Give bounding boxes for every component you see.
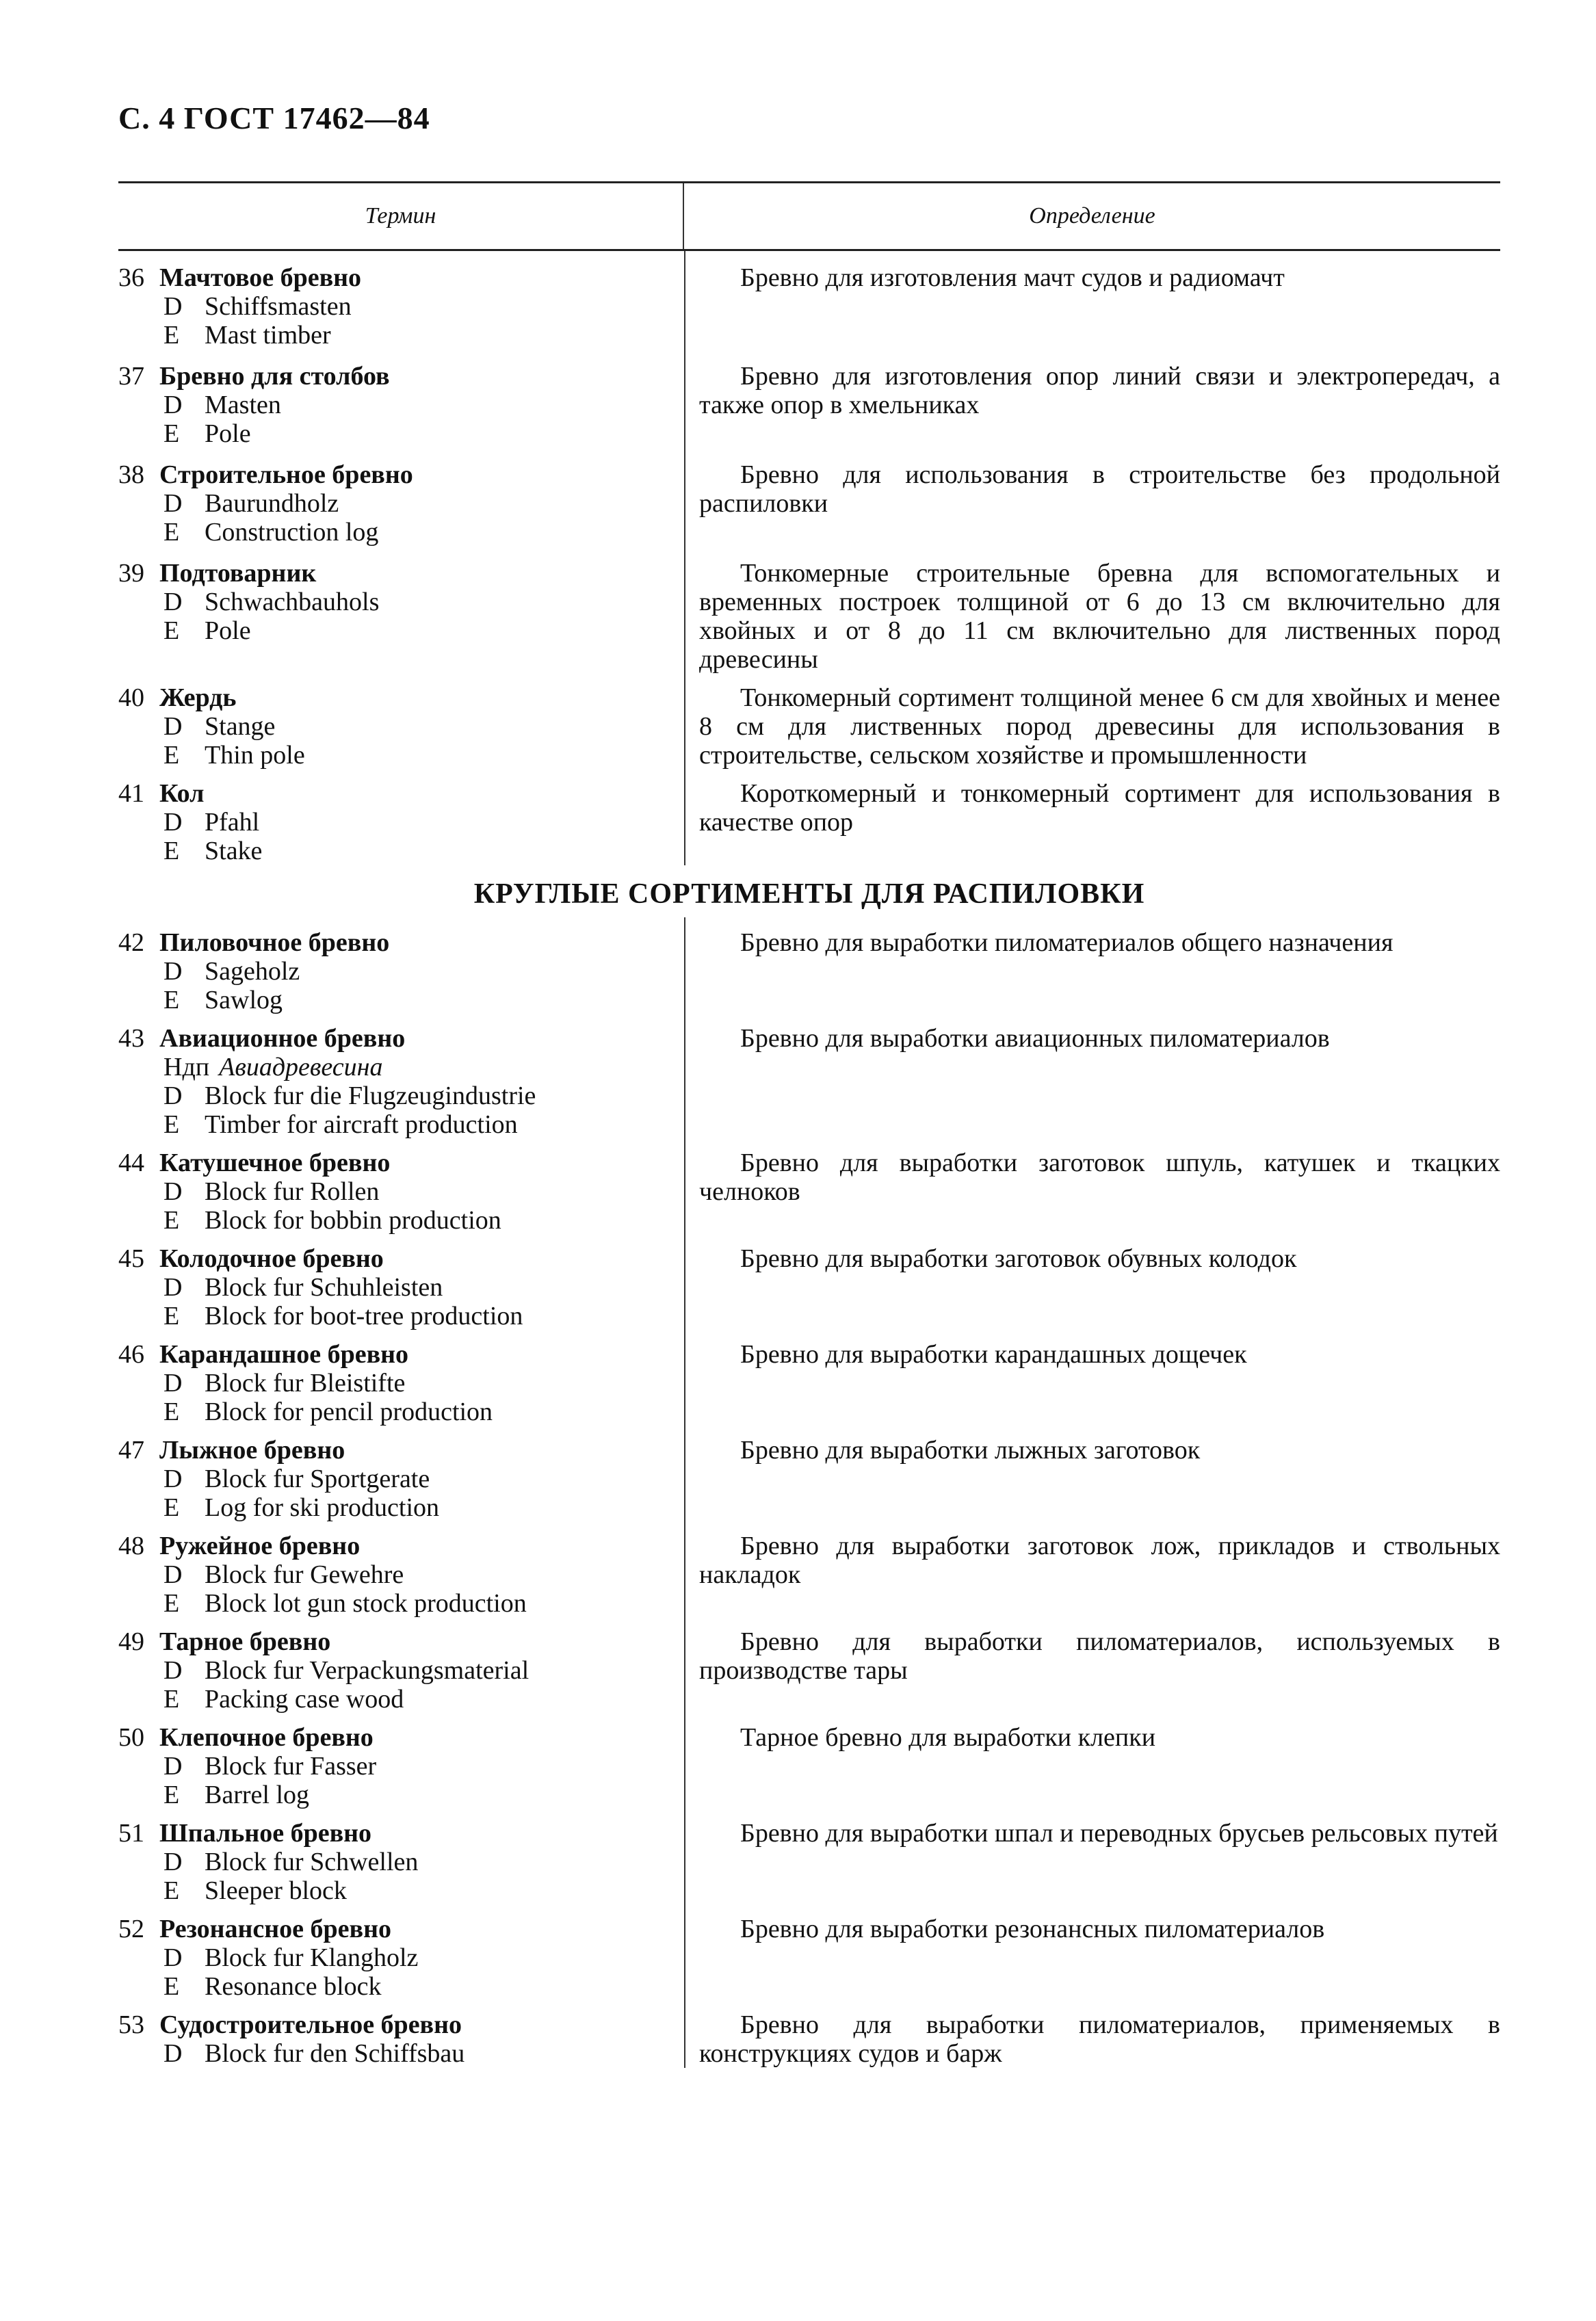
term-row <box>118 1809 1500 1905</box>
term-number: 42 <box>118 928 144 957</box>
term-german <box>159 808 684 837</box>
term-definition: Бревно для выработки карандашных дощечек <box>740 1340 1247 1369</box>
term-german <box>159 1943 684 1972</box>
term-english <box>159 986 684 1014</box>
german-term: Block fur Bleistifte <box>205 1369 406 1398</box>
term-russian: Подтоварник <box>159 559 317 588</box>
term-number: 51 <box>118 1819 144 1848</box>
term-german <box>159 391 684 419</box>
term-russian: Лыжное бревно <box>159 1436 345 1465</box>
term-cell <box>118 683 684 770</box>
term-number: 41 <box>118 779 144 808</box>
lang-code-e: E <box>163 1493 180 1522</box>
term-body <box>159 1532 684 1618</box>
term-russian: Мачтовое бревно <box>159 263 362 292</box>
term-row <box>118 917 1500 1014</box>
term-number: 47 <box>118 1436 144 1465</box>
english-term: Barrel log <box>205 1781 310 1809</box>
lang-code-d: D <box>163 1369 183 1398</box>
term-german <box>159 1273 684 1302</box>
lang-code-d: D <box>163 1273 183 1302</box>
term-body <box>159 460 684 547</box>
english-term: Block for boot-tree production <box>205 1302 523 1330</box>
term-english <box>159 1685 684 1714</box>
terms-table <box>118 181 1500 2068</box>
german-term: Block fur Rollen <box>205 1177 380 1206</box>
term-russian: Пиловочное бревно <box>159 928 390 957</box>
term-number: 40 <box>118 683 144 712</box>
term-row <box>118 1618 1500 1714</box>
english-term: Stake <box>205 837 263 865</box>
term-german <box>159 957 684 986</box>
english-term: Resonance block <box>205 1972 382 2001</box>
term-russian: Жердь <box>159 683 237 712</box>
german-term: Block fur Klangholz <box>205 1943 419 1972</box>
term-english <box>159 1781 684 1809</box>
term-cell <box>118 1723 684 1809</box>
term-number: 37 <box>118 362 144 391</box>
term-number: 44 <box>118 1149 144 1177</box>
term-body <box>159 559 684 674</box>
term-row <box>118 251 1500 350</box>
lang-code-e: E <box>163 741 180 770</box>
lang-code-e: E <box>163 837 180 865</box>
term-german <box>159 489 684 518</box>
term-english <box>159 616 684 645</box>
term-russian: Карандашное бревно <box>159 1340 409 1369</box>
term-definition: Бревно для изготовления мачт судов и радиомачт <box>740 263 1285 292</box>
term-cell <box>118 1627 684 1714</box>
term-english <box>159 518 684 547</box>
term-row <box>118 1014 1500 1139</box>
term-definition: Тонкомерный сортимент толщиной менее 6 см для хвойных и менее 8 см для лиственных пород древесины для использования в строительстве, сельском хозяйстве и промышленности <box>699 683 1500 770</box>
term-definition: Бревно для выработки заготовок лож, прикладов и ствольных накладок <box>699 1532 1500 1589</box>
term-definition: Бревно для выработки пиломатериалов, применяемых в конструкциях судов и барж <box>699 2010 1500 2068</box>
term-cell <box>118 460 684 547</box>
lang-code-e: E <box>163 419 180 448</box>
term-cell <box>118 1244 684 1330</box>
term-body <box>159 263 684 350</box>
term-row <box>118 1330 1500 1426</box>
column-header-term: Термин <box>118 183 684 249</box>
term-row <box>118 1522 1500 1618</box>
lang-code-d: D <box>163 1081 183 1110</box>
term-english <box>159 321 684 350</box>
term-row <box>118 1714 1500 1809</box>
term-body <box>159 1244 684 1330</box>
german-term: Sageholz <box>205 957 300 986</box>
lang-code-d: D <box>163 391 183 419</box>
term-german <box>159 1848 684 1876</box>
lang-code-d: D <box>163 1752 183 1781</box>
term-number: 52 <box>118 1915 144 1943</box>
term-definition: Бревно для выработки заготовок обувных колодок <box>740 1244 1297 1273</box>
term-cell <box>118 1024 684 1139</box>
term-russian: Ружейное бревно <box>159 1532 361 1560</box>
term-number: 43 <box>118 1024 144 1053</box>
term-definition: Тарное бревно для выработки клепки <box>740 1723 1156 1752</box>
english-term: Block for pencil production <box>205 1398 493 1426</box>
term-row <box>118 1139 1500 1235</box>
term-russian: Резонансное бревно <box>159 1915 391 1943</box>
term-definition: Бревно для выработки шпал и переводных брусьев рельсовых путей <box>740 1819 1498 1848</box>
term-cell <box>118 1915 684 2001</box>
term-german <box>159 2039 684 2068</box>
term-german <box>159 1081 684 1110</box>
german-term: Block fur Schwellen <box>205 1848 419 1876</box>
term-body <box>159 1819 684 1905</box>
section-special-logs <box>118 251 1500 865</box>
lang-code-e: E <box>163 1398 180 1426</box>
lang-code-e: E <box>163 1876 180 1905</box>
term-definition: Бревно для использования в строительстве без продольной распиловки <box>699 460 1500 518</box>
term-row <box>118 2001 1500 2068</box>
term-nonrecommended <box>159 1053 684 1081</box>
german-term: Block fur den Schiffsbau <box>205 2039 465 2068</box>
term-number: 38 <box>118 460 144 489</box>
term-body <box>159 2010 684 2068</box>
term-cell <box>118 2010 684 2068</box>
lang-code-d: D <box>163 292 183 321</box>
english-term: Sawlog <box>205 986 283 1014</box>
lang-code-d: D <box>163 1465 183 1493</box>
term-english <box>159 1206 684 1235</box>
term-body <box>159 683 684 770</box>
term-row <box>118 770 1500 865</box>
german-term: Stange <box>205 712 276 741</box>
lang-code-e: E <box>163 1972 180 2001</box>
term-number: 50 <box>118 1723 144 1752</box>
term-english <box>159 1493 684 1522</box>
term-number: 45 <box>118 1244 144 1273</box>
term-number: 48 <box>118 1532 144 1560</box>
term-german <box>159 1656 684 1685</box>
lang-code-d: D <box>163 1656 183 1685</box>
term-body <box>159 779 684 865</box>
term-cell <box>118 779 684 865</box>
lang-code-e: E <box>163 1685 180 1714</box>
english-term: Block lot gun stock production <box>205 1589 527 1618</box>
term-definition: Бревно для выработки резонансных пиломатериалов <box>740 1915 1325 1943</box>
term-russian: Тарное бревно <box>159 1627 331 1656</box>
lang-code-e: E <box>163 1206 180 1235</box>
term-body <box>159 1149 684 1235</box>
ndp-term: Авиадревесина <box>219 1053 383 1081</box>
german-term: Block fur Verpackungsmaterial <box>205 1656 529 1685</box>
term-cell <box>118 1532 684 1618</box>
term-english <box>159 741 684 770</box>
english-term: Timber for aircraft production <box>205 1110 518 1139</box>
term-russian: Шпальное бревно <box>159 1819 372 1848</box>
term-row <box>118 1905 1500 2001</box>
german-term: Pfahl <box>205 808 260 837</box>
lang-code-d: D <box>163 1943 183 1972</box>
term-german <box>159 1752 684 1781</box>
term-row <box>118 1426 1500 1522</box>
german-term: Block fur Sportgerate <box>205 1465 430 1493</box>
term-body <box>159 1024 684 1139</box>
german-term: Masten <box>205 391 281 419</box>
term-english <box>159 1398 684 1426</box>
english-term: Mast timber <box>205 321 331 350</box>
term-definition: Бревно для выработки лыжных заготовок <box>740 1436 1201 1465</box>
term-number: 39 <box>118 559 144 588</box>
term-definition: Бревно для выработки заготовок шпуль, катушек и ткацких челноков <box>699 1149 1500 1206</box>
german-term: Baurundholz <box>205 489 339 518</box>
term-body <box>159 1436 684 1522</box>
term-russian: Катушечное бревно <box>159 1149 391 1177</box>
term-row <box>118 1235 1500 1330</box>
term-russian: Кол <box>159 779 205 808</box>
term-definition: Тонкомерные строительные бревна для вспомогательных и временных построек толщиной от 6 до 13 см включительно для хвойных и от 8 до 11 см включительно для лиственных пород древесины <box>699 559 1500 674</box>
term-number: 53 <box>118 2010 144 2039</box>
term-body <box>159 362 684 448</box>
term-definition: Бревно для изготовления опор линий связи и электропередач, а также опор в хмельниках <box>699 362 1500 419</box>
term-row <box>118 674 1500 770</box>
term-cell <box>118 1149 684 1235</box>
term-number: 36 <box>118 263 144 292</box>
term-english <box>159 1110 684 1139</box>
lang-code-d: D <box>163 489 183 518</box>
term-body <box>159 928 684 1014</box>
term-number: 49 <box>118 1627 144 1656</box>
term-german <box>159 1560 684 1589</box>
term-cell <box>118 559 684 674</box>
term-number: 46 <box>118 1340 144 1369</box>
term-english <box>159 1972 684 2001</box>
german-term: Block fur Gewehre <box>205 1560 404 1589</box>
term-russian: Строительное бревно <box>159 460 413 489</box>
term-english <box>159 1876 684 1905</box>
english-term: Packing case wood <box>205 1685 404 1714</box>
page-header: С. 4 ГОСТ 17462—84 <box>118 101 430 135</box>
term-german <box>159 588 684 616</box>
english-term: Block for bobbin production <box>205 1206 501 1235</box>
term-body <box>159 1723 684 1809</box>
term-body <box>159 1340 684 1426</box>
german-term: Block fur Schuhleisten <box>205 1273 443 1302</box>
lang-code-d: D <box>163 2039 183 2068</box>
german-term: Schwachbauhols <box>205 588 380 616</box>
german-term: Block fur die Flugzeugindustrie <box>205 1081 536 1110</box>
term-definition: Бревно для выработки пиломатериалов, используемых в производстве тары <box>699 1627 1500 1685</box>
english-term: Log for ski production <box>205 1493 440 1522</box>
lang-code-d: D <box>163 588 183 616</box>
lang-code-d: D <box>163 1848 183 1876</box>
term-english <box>159 1302 684 1330</box>
section-sawing-logs <box>118 917 1500 2068</box>
term-definition: Бревно для выработки пиломатериалов общего назначения <box>740 928 1394 957</box>
section-title: КРУГЛЫЕ СОРТИМЕНТЫ ДЛЯ РАСПИЛОВКИ <box>118 865 1500 917</box>
term-cell <box>118 362 684 448</box>
term-cell <box>118 1436 684 1522</box>
term-english <box>159 1589 684 1618</box>
lang-code-e: E <box>163 1110 180 1139</box>
lang-code-d: D <box>163 808 183 837</box>
term-definition: Бревно для выработки авиационных пиломатериалов <box>740 1024 1330 1053</box>
lang-code-e: E <box>163 1589 180 1618</box>
english-term: Thin pole <box>205 741 305 770</box>
lang-code-e: E <box>163 1302 180 1330</box>
lang-code-e: E <box>163 518 180 547</box>
term-german <box>159 712 684 741</box>
term-definition: Короткомерный и тонкомерный сортимент для использования в качестве опор <box>699 779 1500 837</box>
term-english <box>159 837 684 865</box>
term-german <box>159 1465 684 1493</box>
english-term: Pole <box>205 616 251 645</box>
german-term: Block fur Fasser <box>205 1752 377 1781</box>
term-english <box>159 419 684 448</box>
english-term: Sleeper block <box>205 1876 347 1905</box>
lang-code-d: D <box>163 1560 183 1589</box>
lang-code-d: D <box>163 712 183 741</box>
term-russian: Авиационное бревно <box>159 1024 406 1053</box>
term-german <box>159 292 684 321</box>
lang-code-e: E <box>163 321 180 350</box>
term-body <box>159 1627 684 1714</box>
term-cell <box>118 1819 684 1905</box>
english-term: Pole <box>205 419 251 448</box>
term-russian: Колодочное бревно <box>159 1244 384 1273</box>
term-german <box>159 1369 684 1398</box>
term-cell <box>118 1340 684 1426</box>
term-body <box>159 1915 684 2001</box>
term-russian: Судостроительное бревно <box>159 2010 462 2039</box>
term-row <box>118 547 1500 674</box>
term-row <box>118 350 1500 448</box>
english-term: Construction log <box>205 518 379 547</box>
term-cell <box>118 263 684 350</box>
lang-code-e: E <box>163 986 180 1014</box>
lang-code-e: E <box>163 1781 180 1809</box>
term-russian: Бревно для столбов <box>159 362 390 391</box>
lang-code-d: D <box>163 1177 183 1206</box>
german-term: Schiffsmasten <box>205 292 352 321</box>
term-german <box>159 1177 684 1206</box>
column-header-definition: Определение <box>1029 203 1155 228</box>
table-header <box>118 181 1500 251</box>
term-russian: Клепочное бревно <box>159 1723 374 1752</box>
lang-code-d: D <box>163 957 183 986</box>
lang-code-e: E <box>163 616 180 645</box>
term-cell <box>118 928 684 1014</box>
term-row <box>118 448 1500 547</box>
ndp-label: Ндп <box>163 1053 210 1081</box>
